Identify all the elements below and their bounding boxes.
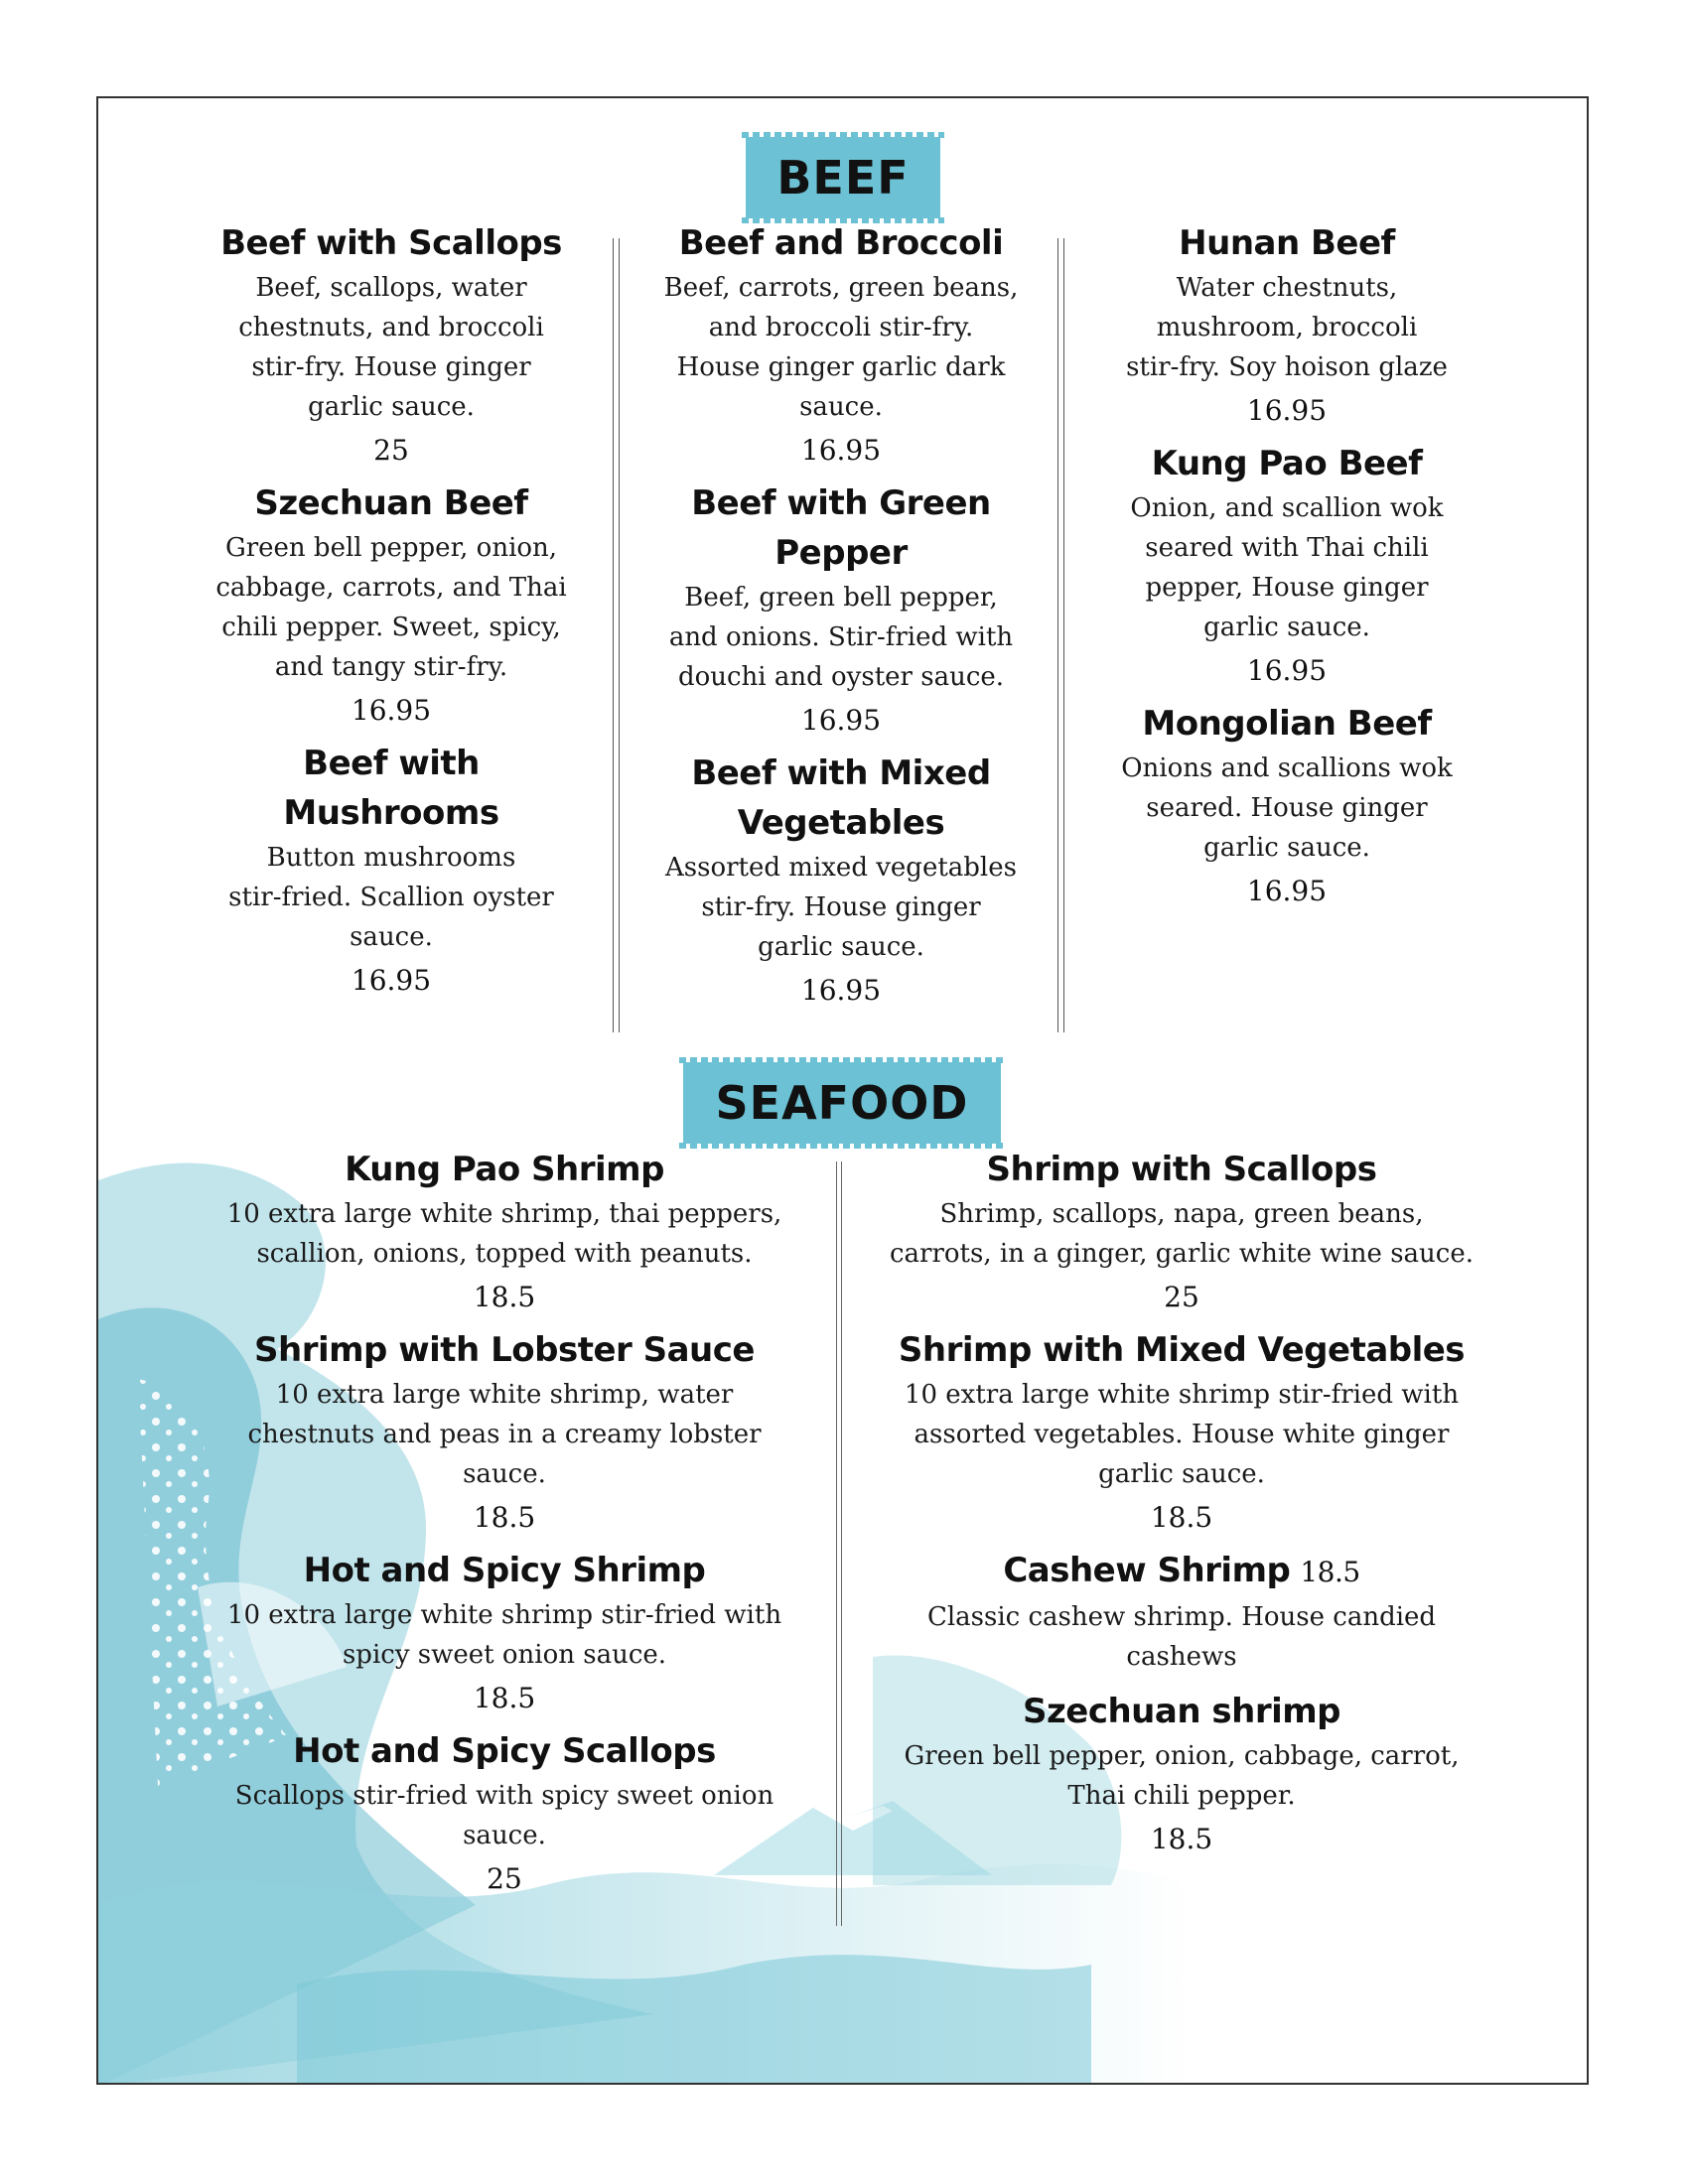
beef-column-1 [197,218,586,1009]
item-description: Onion, and scallion wok seared with Thai chili pepper, House ginger garlic sauce. [1130,493,1444,642]
item-name: Kung Pao Shrimp [345,1150,664,1189]
item-name: Hot and Spicy Shrimp [303,1551,706,1590]
item-price: 18.5 [473,1501,536,1534]
item-description: Button mushrooms stir-fried. Scallion oyster sauce. [228,843,554,952]
item-description: Classic cashew shrimp. House candied cashews [926,1602,1437,1672]
item-description: Assorted mixed vegetables stir-fry. House ginger garlic sauce. [665,853,1017,962]
item-name: Szechuan Beef [254,483,528,523]
item-price: 16.95 [1246,394,1328,427]
item-name: Beef and Broccoli [678,223,1004,263]
item-name: Cashew Shrimp 18.5 [1003,1551,1360,1590]
item-name: Mongolian Beef [1142,704,1432,744]
column-divider [1057,238,1064,1032]
item-description: 10 extra large white shrimp stir-fried with assorted vegetables. House white ginger garlic sauce. [904,1380,1460,1489]
item-description: Green bell pepper, onion, cabbage, carrots, and Thai chili pepper. Sweet, spicy, and tangy stir-fry. [215,533,567,682]
item-description: Onions and scallions wok seared. House ginger garlic sauce. [1121,753,1453,863]
item-price: 25 [373,434,409,467]
menu-item-shrimp-with-lobster-sauce [207,1325,802,1536]
item-description: Beef, carrots, green beans, and broccoli stir-fry. House ginger garlic dark sauce. [663,273,1019,422]
item-description: Beef, green bell pepper, and onions. Stir-fried with douchi and oyster sauce. [668,583,1014,692]
menu-item-hunan-beef [1092,218,1481,429]
seafood-section-heading: SEAFOOD [683,1062,1001,1144]
menu-item-hot-and-spicy-shrimp [207,1546,802,1716]
item-price: 16.95 [800,704,882,737]
item-price: 16.95 [800,974,882,1007]
menu-item-beef-with-mushrooms [197,739,586,999]
menu-item-kung-pao-shrimp [207,1145,802,1315]
item-description: 10 extra large white shrimp, water chestnuts and peas in a creamy lobster sauce. [247,1380,762,1489]
item-name: Beef with Mushrooms [283,744,499,833]
item-name: Beef with Green Pepper [691,483,991,573]
menu-item-beef-with-scallops [197,218,586,469]
item-price: 18.5 [1150,1823,1213,1855]
menu-item-szechuan-beef [197,478,586,729]
item-price: 25 [487,1862,522,1895]
item-price: 18.5 [1300,1556,1360,1588]
seafood-column-1 [207,1145,802,1907]
item-price: 25 [1164,1281,1199,1313]
item-description: 10 extra large white shrimp, thai peppers, scallion, onions, topped with peanuts. [226,1199,782,1269]
item-price: 16.95 [1246,654,1328,687]
menu-item-mongolian-beef [1092,699,1481,909]
item-description: Shrimp, scallops, napa, green beans, carrots, in a ginger, garlic white wine sauce. [889,1199,1475,1269]
menu-item-shrimp-with-scallops [874,1145,1489,1315]
item-name: Beef with Scallops [220,223,562,263]
menu-item-beef-with-mixed-vegetables [642,749,1040,1009]
item-name: Shrimp with Mixed Vegetables [898,1330,1466,1370]
menu-item-kung-pao-beef [1092,439,1481,689]
item-name: Hot and Spicy Scallops [293,1731,716,1771]
item-price: 16.95 [800,434,882,467]
item-price: 18.5 [473,1682,536,1714]
menu-item-cashew-shrimp [874,1546,1489,1677]
item-price: 16.95 [1246,875,1328,907]
column-divider [836,1161,842,1926]
item-name: Kung Pao Beef [1151,444,1423,483]
beef-section-heading: BEEF [746,137,940,218]
item-price: 18.5 [473,1281,536,1313]
item-name: Shrimp with Scallops [986,1150,1377,1189]
item-description: 10 extra large white shrimp stir-fried with spicy sweet onion sauce. [226,1600,782,1670]
item-name: Shrimp with Lobster Sauce [254,1330,755,1370]
item-name: Szechuan shrimp [1022,1692,1340,1731]
menu-item-beef-with-green-pepper [642,478,1040,739]
menu-item-szechuan-shrimp [874,1687,1489,1857]
item-price: 18.5 [1150,1501,1213,1534]
item-price: 16.95 [351,964,432,997]
item-description: Beef, scallops, water chestnuts, and broccoli stir-fry. House ginger garlic sauce. [238,273,544,422]
beef-column-3 [1092,218,1481,919]
column-divider [613,238,620,1032]
beef-column-2 [642,218,1040,1019]
item-description: Water chestnuts, mushroom, broccoli stir-fry. Soy hoison glaze [1126,273,1448,382]
item-description: Green bell pepper, onion, cabbage, carrot, Thai chili pepper. [904,1741,1460,1811]
menu-item-beef-and-broccoli [642,218,1040,469]
item-name: Beef with Mixed Vegetables [691,753,991,843]
seafood-column-2 [874,1145,1489,1867]
item-name: Hunan Beef [1179,223,1395,263]
item-price: 16.95 [351,694,432,727]
menu-item-hot-and-spicy-scallops [207,1726,802,1897]
item-description: Scallops stir-fried with spicy sweet onion sauce. [234,1781,774,1850]
menu-item-shrimp-with-mixed-vegetables [874,1325,1489,1536]
